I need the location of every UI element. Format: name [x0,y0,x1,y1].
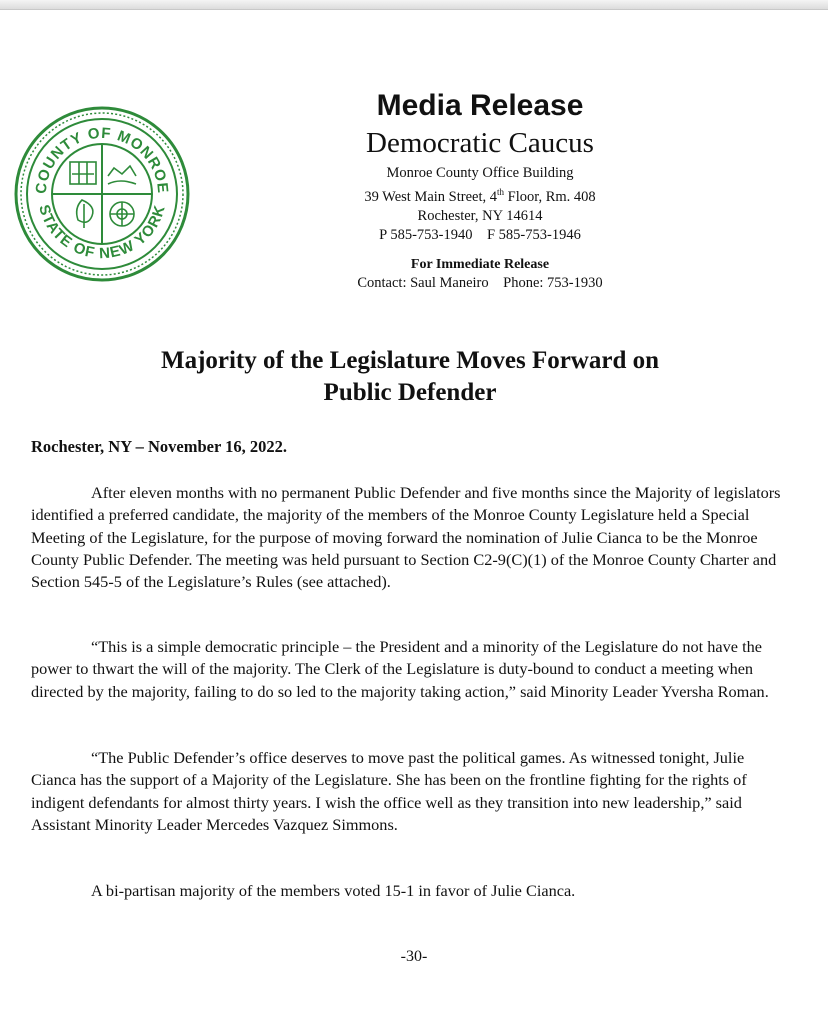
paragraph-3: “The Public Defender’s office deserves to move past the political games. As witnessed tonight, Julie Cianca has the support of a Majority of the Legislature. She has been on the frontline fighting for the rights of indigent defendants for almost thirty years. I wish the office well as they transition into new leadership,” said Assistant Minority Leader Mercedes Vazquez Simmons. [31,748,747,834]
paragraph-4: A bi-partisan majority of the members voted 15-1 in favor of Julie Cianca. [91,881,576,900]
headline-line-2: Public Defender [323,379,497,406]
window-top-bar [0,0,828,10]
monroe-county-seal-icon [12,104,192,284]
end-mark: -30- [400,948,428,965]
paragraph-1: After eleven months with no permanent Public Defender and five months since the Majority of legislators identified a preferred candidate, the majority of the members of the Monroe County Legislature held a Special Meeting of the Legislature, for the purpose of moving forward the nomination of Julie Cianca to be the Monroe County Public Defender. The meeting was held pursuant to Section C2-9(C)(1) of the Monroe County Charter and Section 545-5 of the Legislature’s Rules (see attached). [31,483,781,592]
dateline: Rochester, NY – November 16, 2022. [31,437,288,456]
caucus-name: Democratic Caucus [366,127,594,159]
headline [60,345,760,409]
city-line: Rochester, NY 14614 [417,207,543,224]
release-header [300,86,660,293]
seal-bottom-text: STATE OF NEW YORK [35,202,169,263]
media-release-title: Media Release [376,89,584,122]
phone-fax-line: P 585-753-1940 F 585-753-1946 [379,226,581,243]
for-immediate-release: For Immediate Release [410,256,550,272]
paragraph-2: “This is a simple democratic principle – the President and a minority of the Legislature do not have the power to thwart the will of the majority. The Clerk of the Legislature is duty-bound to conduct a meeting when directed by the majority, failing to do so led to the majority taking action,” said Minority Leader Yversha Roman. [31,637,769,701]
street-address: 39 West Main Street, 4th Floor, Rm. 408 [364,187,596,205]
building-name: Monroe County Office Building [386,165,574,181]
headline-line-1: Majority of the Legislature Moves Forward on [160,347,660,374]
seal-top-text: COUNTY OF MONROE [32,124,172,195]
contact-line: Contact: Saul Maneiro Phone: 753-1930 [357,274,603,291]
